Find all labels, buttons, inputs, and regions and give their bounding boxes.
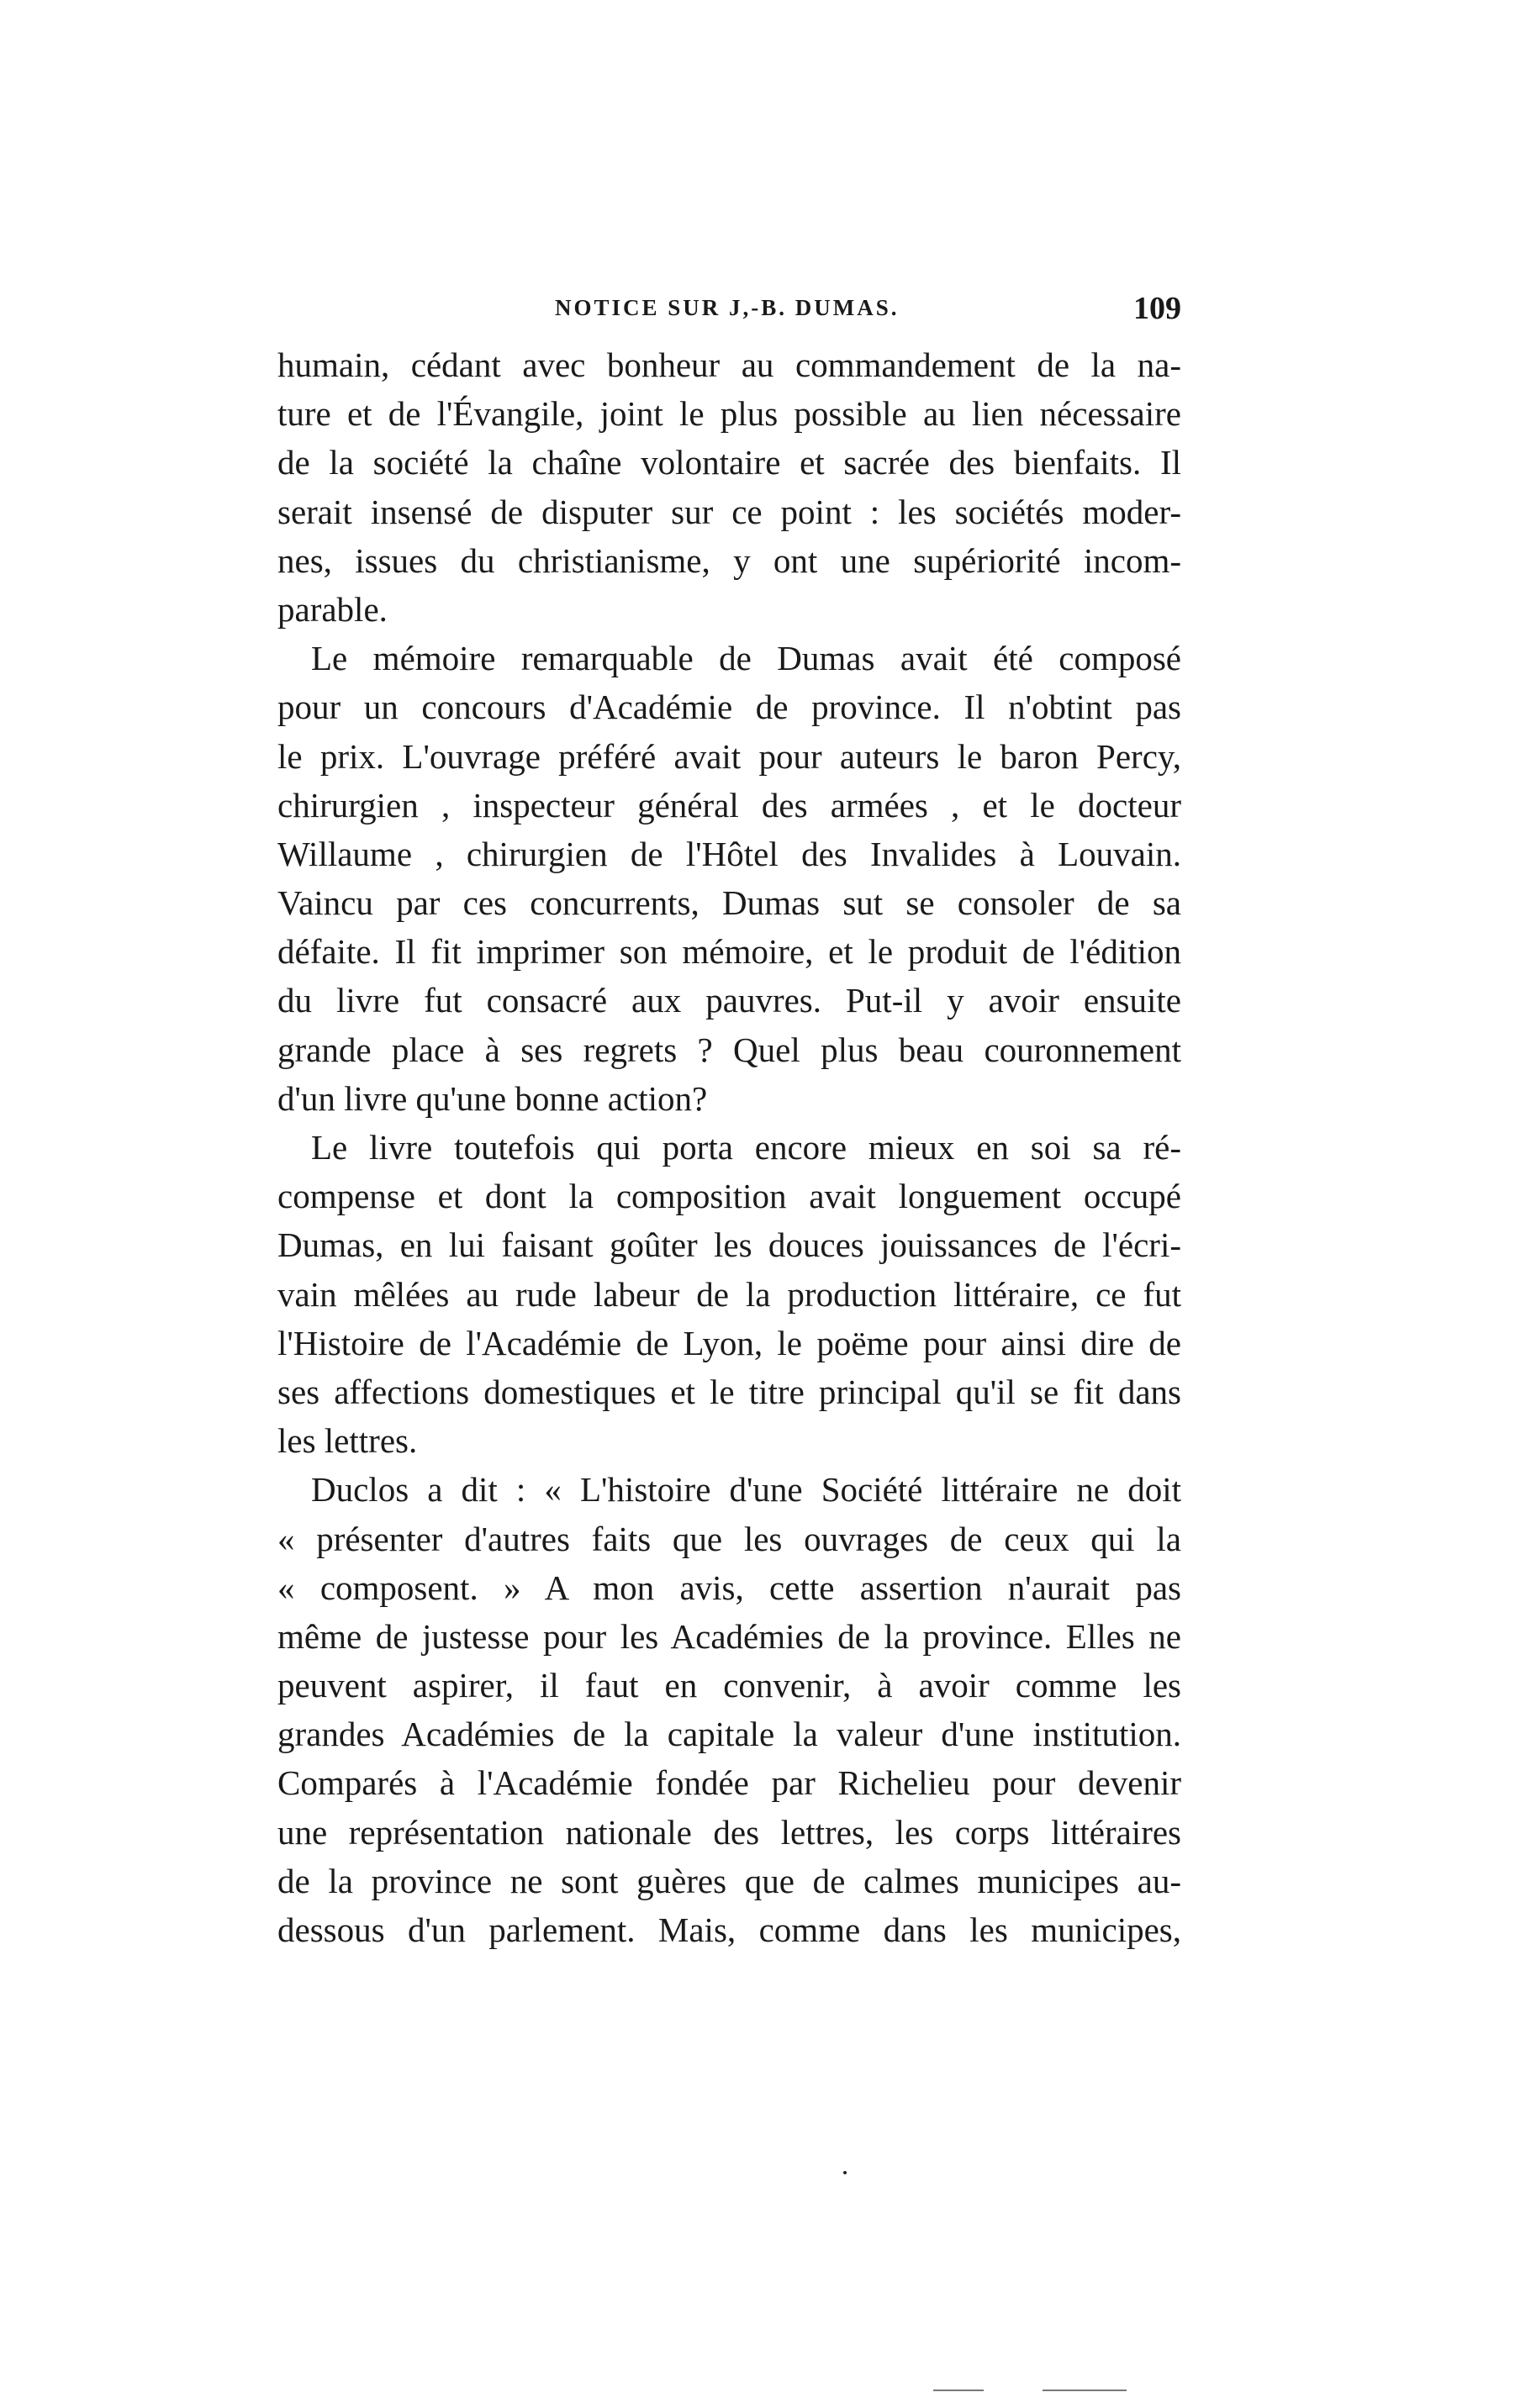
text-line: une représentation nationale des lettres, les corps littéraires	[277, 1812, 1181, 1852]
text-line: du livre fut consacré aux pauvres. Put-il y avoir ensuite	[277, 981, 1181, 1020]
text-line: grandes Académies de la capitale la valeur d'une institution.	[277, 1715, 1181, 1754]
page-header	[277, 290, 1181, 332]
scan-speck	[843, 2171, 847, 2174]
text-line: vain mêlées au rude labeur de la production littéraire, ce fut	[277, 1274, 1181, 1314]
text-line: pour un concours d'Académie de province. Il n'obtint pas	[277, 688, 1181, 727]
text-line: serait insensé de disputer sur ce point : les sociétés moder-	[277, 492, 1181, 531]
text-line: Le livre toutefois qui porta encore mieux en soi sa ré-	[311, 1128, 1181, 1167]
body-text	[277, 340, 1181, 1954]
text-line: les lettres.	[277, 1421, 418, 1461]
scan-rule-right	[1043, 2390, 1127, 2391]
text-line: ture et de l'Évangile, joint le plus possible au lien nécessaire	[277, 394, 1181, 434]
text-line: Duclos a dit : « L'histoire d'une Société littéraire ne doit	[311, 1470, 1181, 1510]
text-line: peuvent aspirer, il faut en convenir, à avoir comme les	[277, 1666, 1181, 1705]
text-line: Comparés à l'Académie fondée par Richelieu pour devenir	[277, 1763, 1181, 1803]
text-line: grande place à ses regrets ? Quel plus beau couronnement	[277, 1030, 1181, 1069]
text-line: dessous d'un parlement. Mais, comme dans les municipes,	[277, 1910, 1181, 1949]
text-line: Willaume , chirurgien de l'Hôtel des Invalides à Louvain.	[277, 834, 1181, 873]
text-line: de la province ne sont guères que de calmes municipes au-	[277, 1861, 1181, 1900]
text-line: nes, issues du christianisme, y ont une supériorité incom-	[277, 540, 1181, 580]
text-line: ses affections domestiques et le titre principal qu'il se fit dans	[277, 1372, 1181, 1411]
running-title: NOTICE SUR J,-B. DUMAS.	[555, 295, 900, 320]
text-line: même de justesse pour les Académies de la province. Elles ne	[277, 1616, 1181, 1656]
text-line: d'un livre qu'une bonne action?	[277, 1078, 708, 1118]
text-line: chirurgien , inspecteur général des armées , et le docteur	[277, 785, 1181, 825]
text-line: l'Histoire de l'Académie de Lyon, le poëme pour ainsi dire de	[277, 1323, 1181, 1362]
text-line: le prix. L'ouvrage préféré avait pour auteurs le baron Percy,	[277, 736, 1181, 776]
text-line: défaite. Il fit imprimer son mémoire, et le produit de l'édition	[277, 932, 1181, 972]
text-line: « composent. » A mon avis, cette assertion n'aurait pas	[277, 1568, 1181, 1607]
text-line: parable.	[277, 589, 388, 629]
text-line: Le mémoire remarquable de Dumas avait été composé	[311, 639, 1181, 678]
page-number: 109	[1133, 291, 1181, 326]
text-line: Vaincu par ces concurrents, Dumas sut se consoler de sa	[277, 883, 1181, 923]
text-line: de la société la chaîne volontaire et sacrée des bienfaits. Il	[277, 443, 1181, 482]
scan-rule-left	[933, 2390, 984, 2391]
text-line: « présenter d'autres faits que les ouvrages de ceux qui la	[277, 1519, 1181, 1558]
text-line: humain, cédant avec bonheur au commandement de la na-	[277, 345, 1181, 384]
text-line: Dumas, en lui faisant goûter les douces jouissances de l'écri-	[277, 1225, 1181, 1265]
text-line: compense et dont la composition avait longuement occupé	[277, 1177, 1181, 1216]
